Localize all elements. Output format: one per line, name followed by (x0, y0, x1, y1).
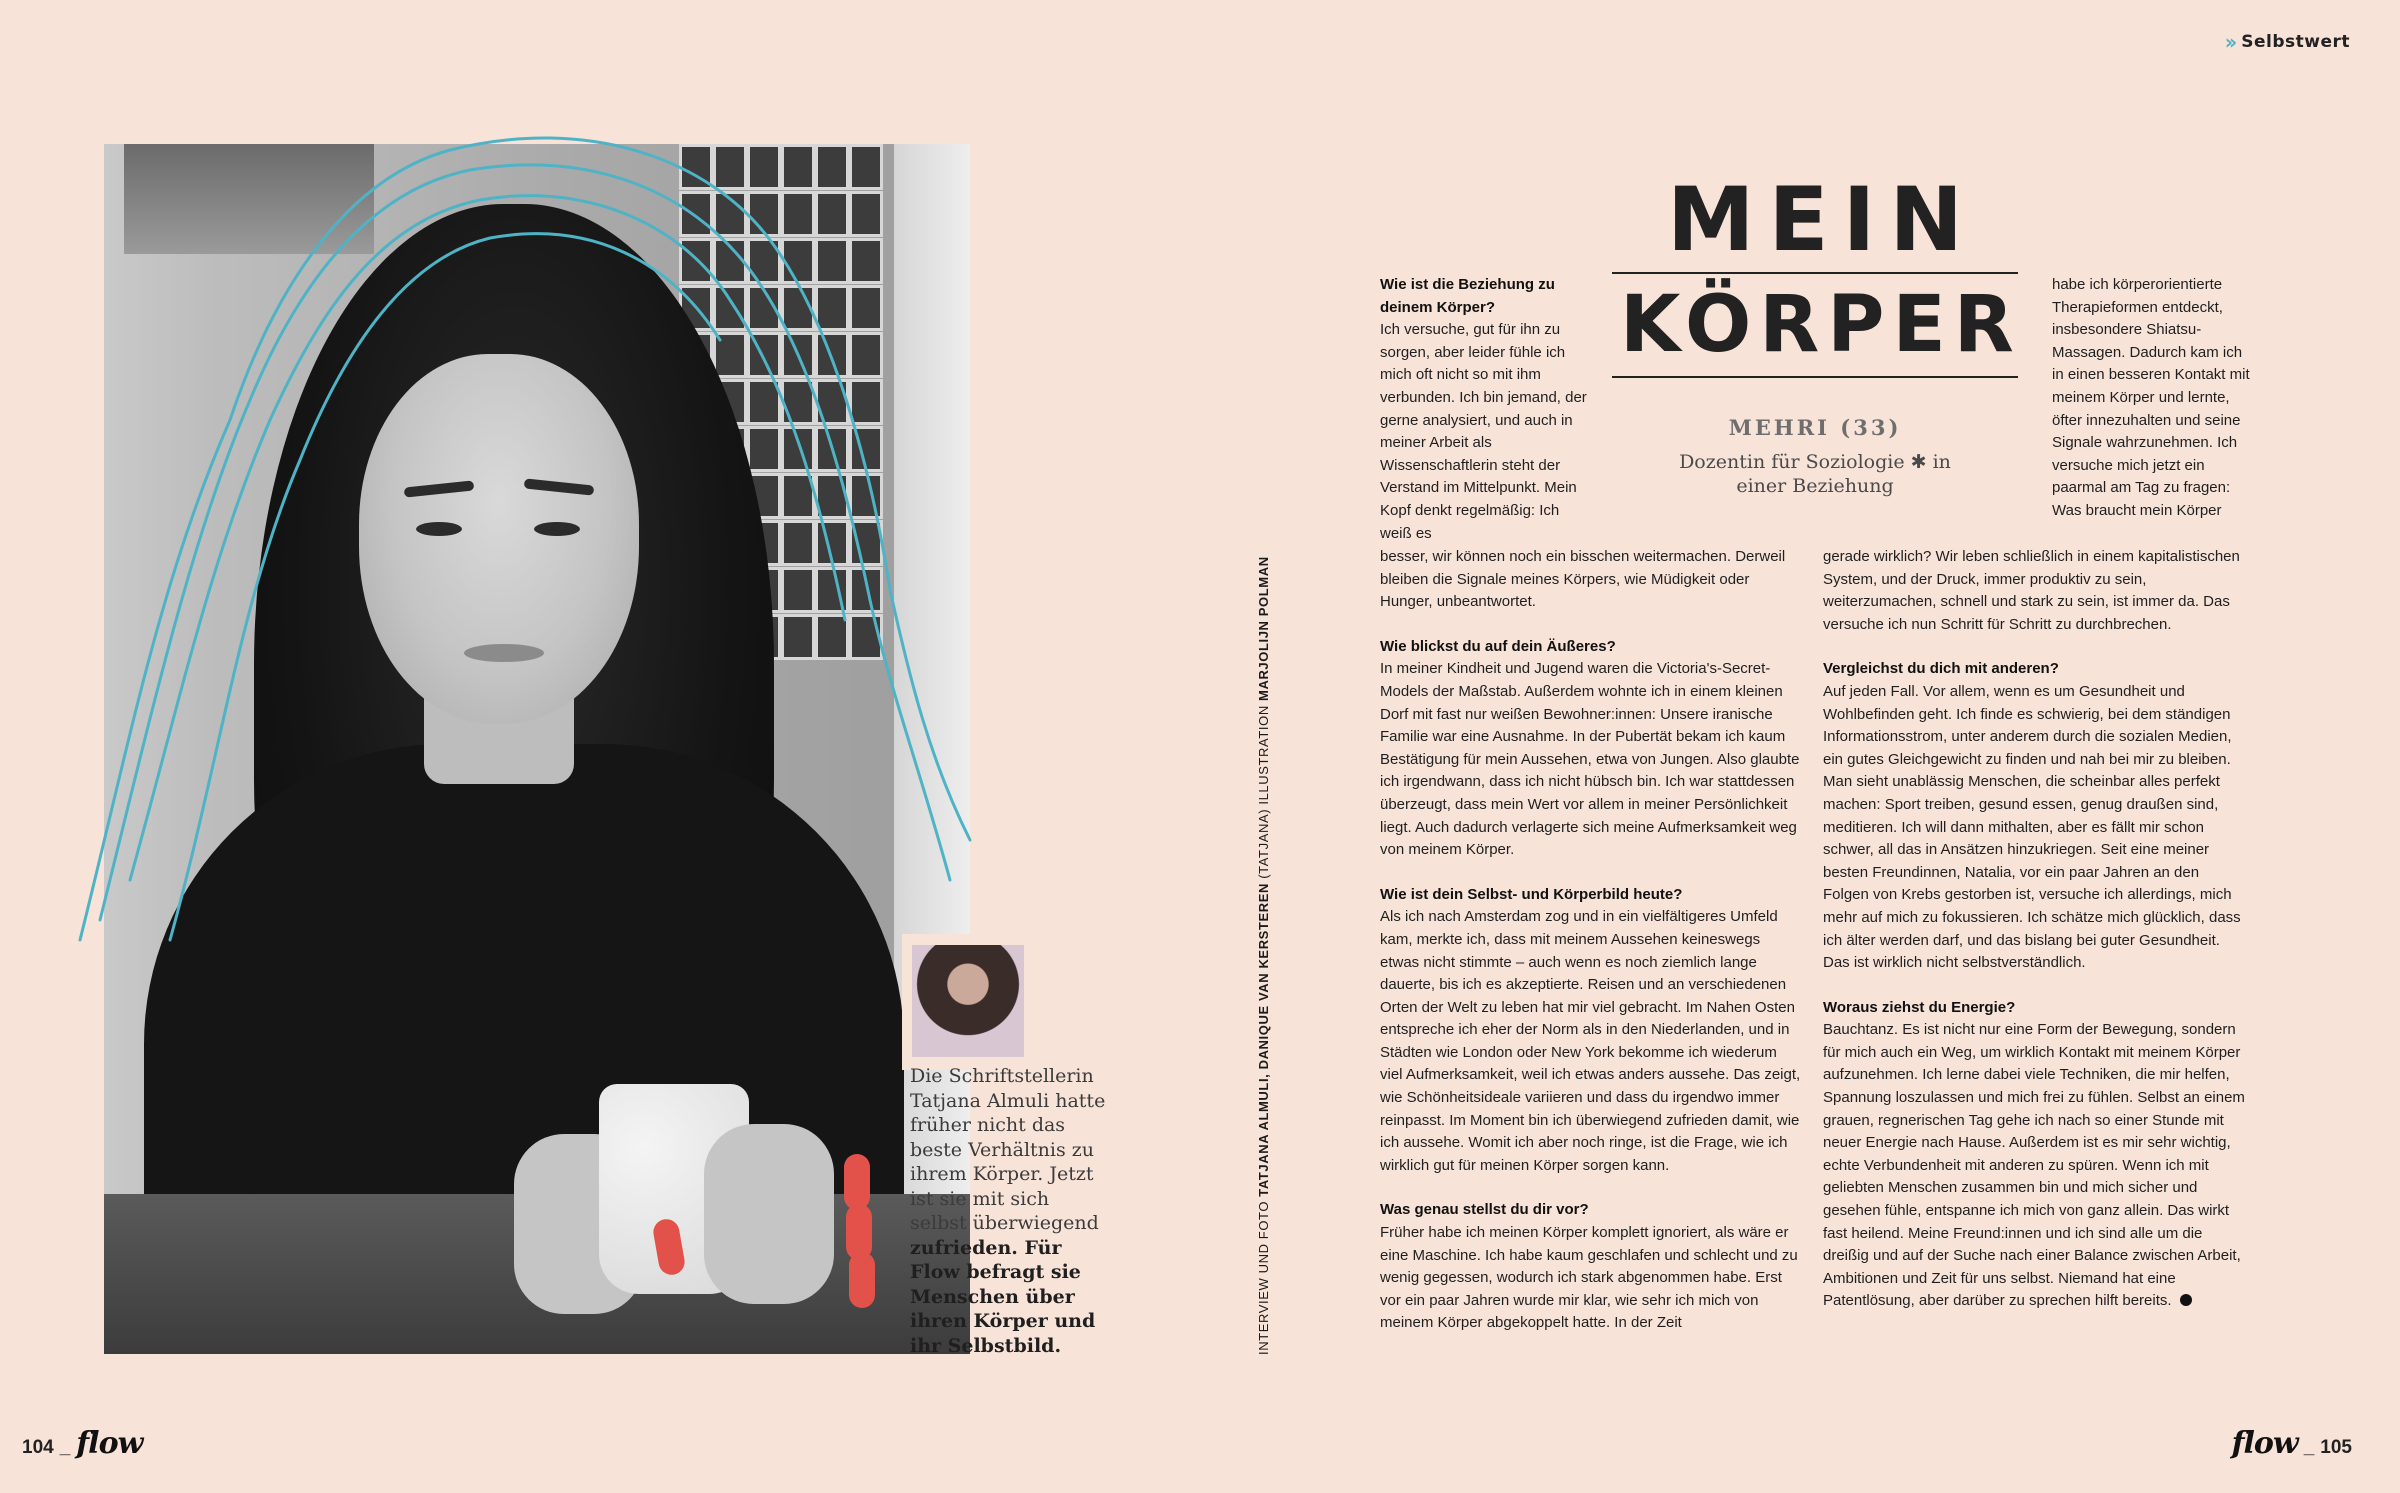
person-role-2: einer Beziehung (1736, 475, 1894, 497)
chevron-right-icon: ›› (2224, 30, 2234, 54)
answer-2: In meiner Kindheit und Jugend waren die Victoria's-Secret-Models der Maßstab. Außerdem wohnte ich in einem kleinen Dorf mit fast nur weißen Bewohner:innen: Unsere iranische Familie war eine Ausnahme. In der Pubertät bekam ich kaum Bestätigung für mein Aussehen, etwa von Jungen. Also glaubte ich irgendwann, dass ich nicht hübsch bin. Ich war stattdessen überzeugt, dass mein Wert vor allem in meiner Persönlichkeit liegt. Auch dadurch verlagerte sich meine Aufmerksamkeit weg von meinem Körper. (1380, 660, 1800, 859)
footer-right (2232, 1426, 2352, 1461)
answer-5: Auf jeden Fall. Vor allem, wenn es um Gesundheit und Wohlbefinden geht. Ich finde es schwierig, bei dem ständigen Informationsstrom, unter anderem durch die sozialen Medien, ein gutes Gleichgewicht zu finden und nah bei mir zu bleiben. Man sieht unablässig Menschen, die scheinbar alles perfekt machen: Sport treiben, gesund essen, genug draußen sind, meditieren. Ich will dann mithalten, aber es fällt mir schon schwer, all das in Ansätzen hinzukriegen. Seit eine meiner besten Freundinnen, Natalia, vor ein paar Jahren an den Folgen von Krebs gestorben ist, versuche ich allerdings, mich mehr auf mich zu fokussieren. Ich schätze mich glücklich, dass ich älter werden darf, und das bislang bei guter Gesundheit. Das ist wirklich nicht selbstverständlich. (1823, 682, 2241, 972)
scribble-illustration (70, 120, 1010, 960)
footer-dash: _ (59, 1437, 71, 1458)
credit-label-illustration: ILLUSTRATION (1256, 705, 1271, 805)
question-5: Vergleichst du dich mit anderen? (1823, 660, 2059, 678)
brand-logo-right: flow (2231, 1426, 2298, 1461)
credit-label-interview: INTERVIEW UND FOTO (1256, 1200, 1271, 1355)
question-2: Wie blickst du auf dein Äußeres? (1380, 637, 1616, 655)
question-6: Woraus ziehst du Energie? (1823, 998, 2016, 1016)
answer-4-cont-wide: gerade wirklich? Wir leben schließlich in einem kapitalistischen System, und der Druck, immer produktiv zu sein, weiterzumachen, schnell und stark zu sein, ist immer da. Das versuche ich nun Schritt für Schritt zu durchbrechen. (1823, 548, 2240, 633)
section-tag-label: Selbstwert (2241, 32, 2350, 52)
page-number-left: 104 (22, 1437, 54, 1458)
section-tag (2225, 30, 2350, 54)
interview-column-a (1380, 274, 1588, 545)
author-photo (912, 945, 1024, 1057)
credit-names-illustration: MARJOLIJN POLMAN (1256, 556, 1271, 701)
article-title (1612, 168, 2022, 380)
brand-logo-left: flow (76, 1426, 143, 1461)
credits (1256, 556, 1271, 1355)
answer-1-narrow: Ich versuche, gut für ihn zu sorgen, aber leider fühle ich mich oft nicht so mit ihm verbunden. Ich bin jemand, der gerne analysiert, und auch in meiner Arbeit als Wissenschaftlerin steht der Verstand im Mittelpunkt. Mein Kopf denkt regelmäßig: Ich weiß es (1380, 321, 1587, 542)
title-line-2: KÖRPER (1620, 280, 2022, 370)
credit-note: (TATJANA) (1256, 808, 1271, 879)
credit-names-interview: TATJANA ALMULI, DANIQUE VAN KERSTEREN (1256, 882, 1271, 1197)
answer-1-wide: besser, wir können noch ein bisschen weitermachen. Derweil bleiben die Signale meines Körpers, wie Müdigkeit oder Hunger, unbeantwortet. (1380, 548, 1786, 611)
caption-plain: Die Schriftstellerin Tatjana Almuli hatte früher nicht das beste Verhältnis zu ihrem Körper. Jetzt ist sie mit sich selbst überwiegend (910, 1065, 1106, 1234)
interview-column-b (2052, 274, 2250, 523)
title-rule (1612, 272, 2018, 274)
footer-dash: _ (2303, 1437, 2315, 1458)
answer-4: Früher habe ich meinen Körper komplett ignoriert, als wäre er eine Maschine. Ich habe kaum geschlafen und schlecht und zu wenig gegessen, wodurch ich stark abgenommen habe. Erst vor ein paar Jahren wurde mir klar, wie sehr ich mich von meinem Körper abgekoppelt hatte. In der Zeit (1380, 1224, 1798, 1332)
person-name: MEHRI (33) (1728, 415, 1902, 440)
person-info (1612, 415, 2018, 498)
answer-6: Bauchtanz. Es ist nicht nur eine Form der Bewegung, sondern für mich auch ein Weg, um wirklich Kontakt mit meinem Körper aufzunehmen. Ich lerne dabei viele Techniken, die mir helfen, Spannung loszulassen und mich frei zu fühlen. Selbst an einem grauen, regnerischen Tag gehe ich nach so einer Stunde mit neuer Energie nach Hause. Außerdem ist es mir sehr wichtig, echte Verbundenheit mit anderen zu spüren. Wenn ich mit geliebten Menschen zusammen bin und mich sicher und gesehen fühle, entspanne ich mich von ganz allein. Das wirkt fast heilend. Meine Freund:innen und ich sind alle um die dreißig und auf der Suche nach einer Balance zwischen Arbeit, Ambitionen und Zeit für uns selbst. Niemand hat eine Patentlösung, aber darüber zu sprechen hilft bereits. (1823, 1021, 2245, 1310)
footer-left (22, 1426, 142, 1461)
interview-column-left (1380, 546, 1802, 1335)
answer-4-cont-narrow: habe ich körperorientierte Therapieformen entdeckt, insbesondere Shiatsu-Massagen. Dadurch kam ich in einen besseren Kontakt mit meinem Körper und lernte, öfter innezuhalten und seine Signale wahrzunehmen. Ich versuche mich jetzt ein paarmal am Tag zu fragen: Was braucht mein Körper (2052, 276, 2250, 519)
answer-3: Als ich nach Amsterdam zog und in ein vielfältigeres Umfeld kam, merkte ich, dass mit meinem Aussehen keineswegs etwas nicht stimmte – auch wenn es noch ziemlich lange dauerte, bis ich es akzeptierte. Reisen und an verschiedenen Orten der Welt zu leben hat mir viel gebracht. Im Nahen Osten entspreche ich eher der Norm als in den Niederlanden, und in Städten wie London oder New York bekomme ich wiederum viel Aufmerksamkeit, weil ich etwas anders aussehe. Das zeigt, wie Schönheitsideale variieren und dass du irgendwo immer reinpasst. Im Moment bin ich überwiegend zufrieden damit, wie ich aussehe. Womit ich aber noch ringe, ist die Frage, wie ich wirklich gut für meinen Körper sorgen kann. (1380, 908, 1801, 1174)
photo-caption (910, 1064, 1110, 1358)
end-mark-icon (2180, 1294, 2192, 1306)
title-rule (1612, 376, 2018, 378)
question-4: Was genau stellst du dir vor? (1380, 1201, 1589, 1219)
question-3: Wie ist dein Selbst- und Körperbild heute? (1380, 885, 1683, 903)
page-number-right: 105 (2320, 1437, 2352, 1458)
interview-column-right (1823, 546, 2248, 1313)
caption-bold: zufrieden. Für Flow befragt sie Menschen über ihren Körper und ihr Selbstbild. (910, 1236, 1096, 1357)
person-role-1: Dozentin für Soziologie ✱ in (1679, 451, 1951, 473)
title-line-1: MEIN (1666, 168, 1978, 271)
question-1: Wie ist die Beziehung zu deinem Körper? (1380, 276, 1555, 316)
